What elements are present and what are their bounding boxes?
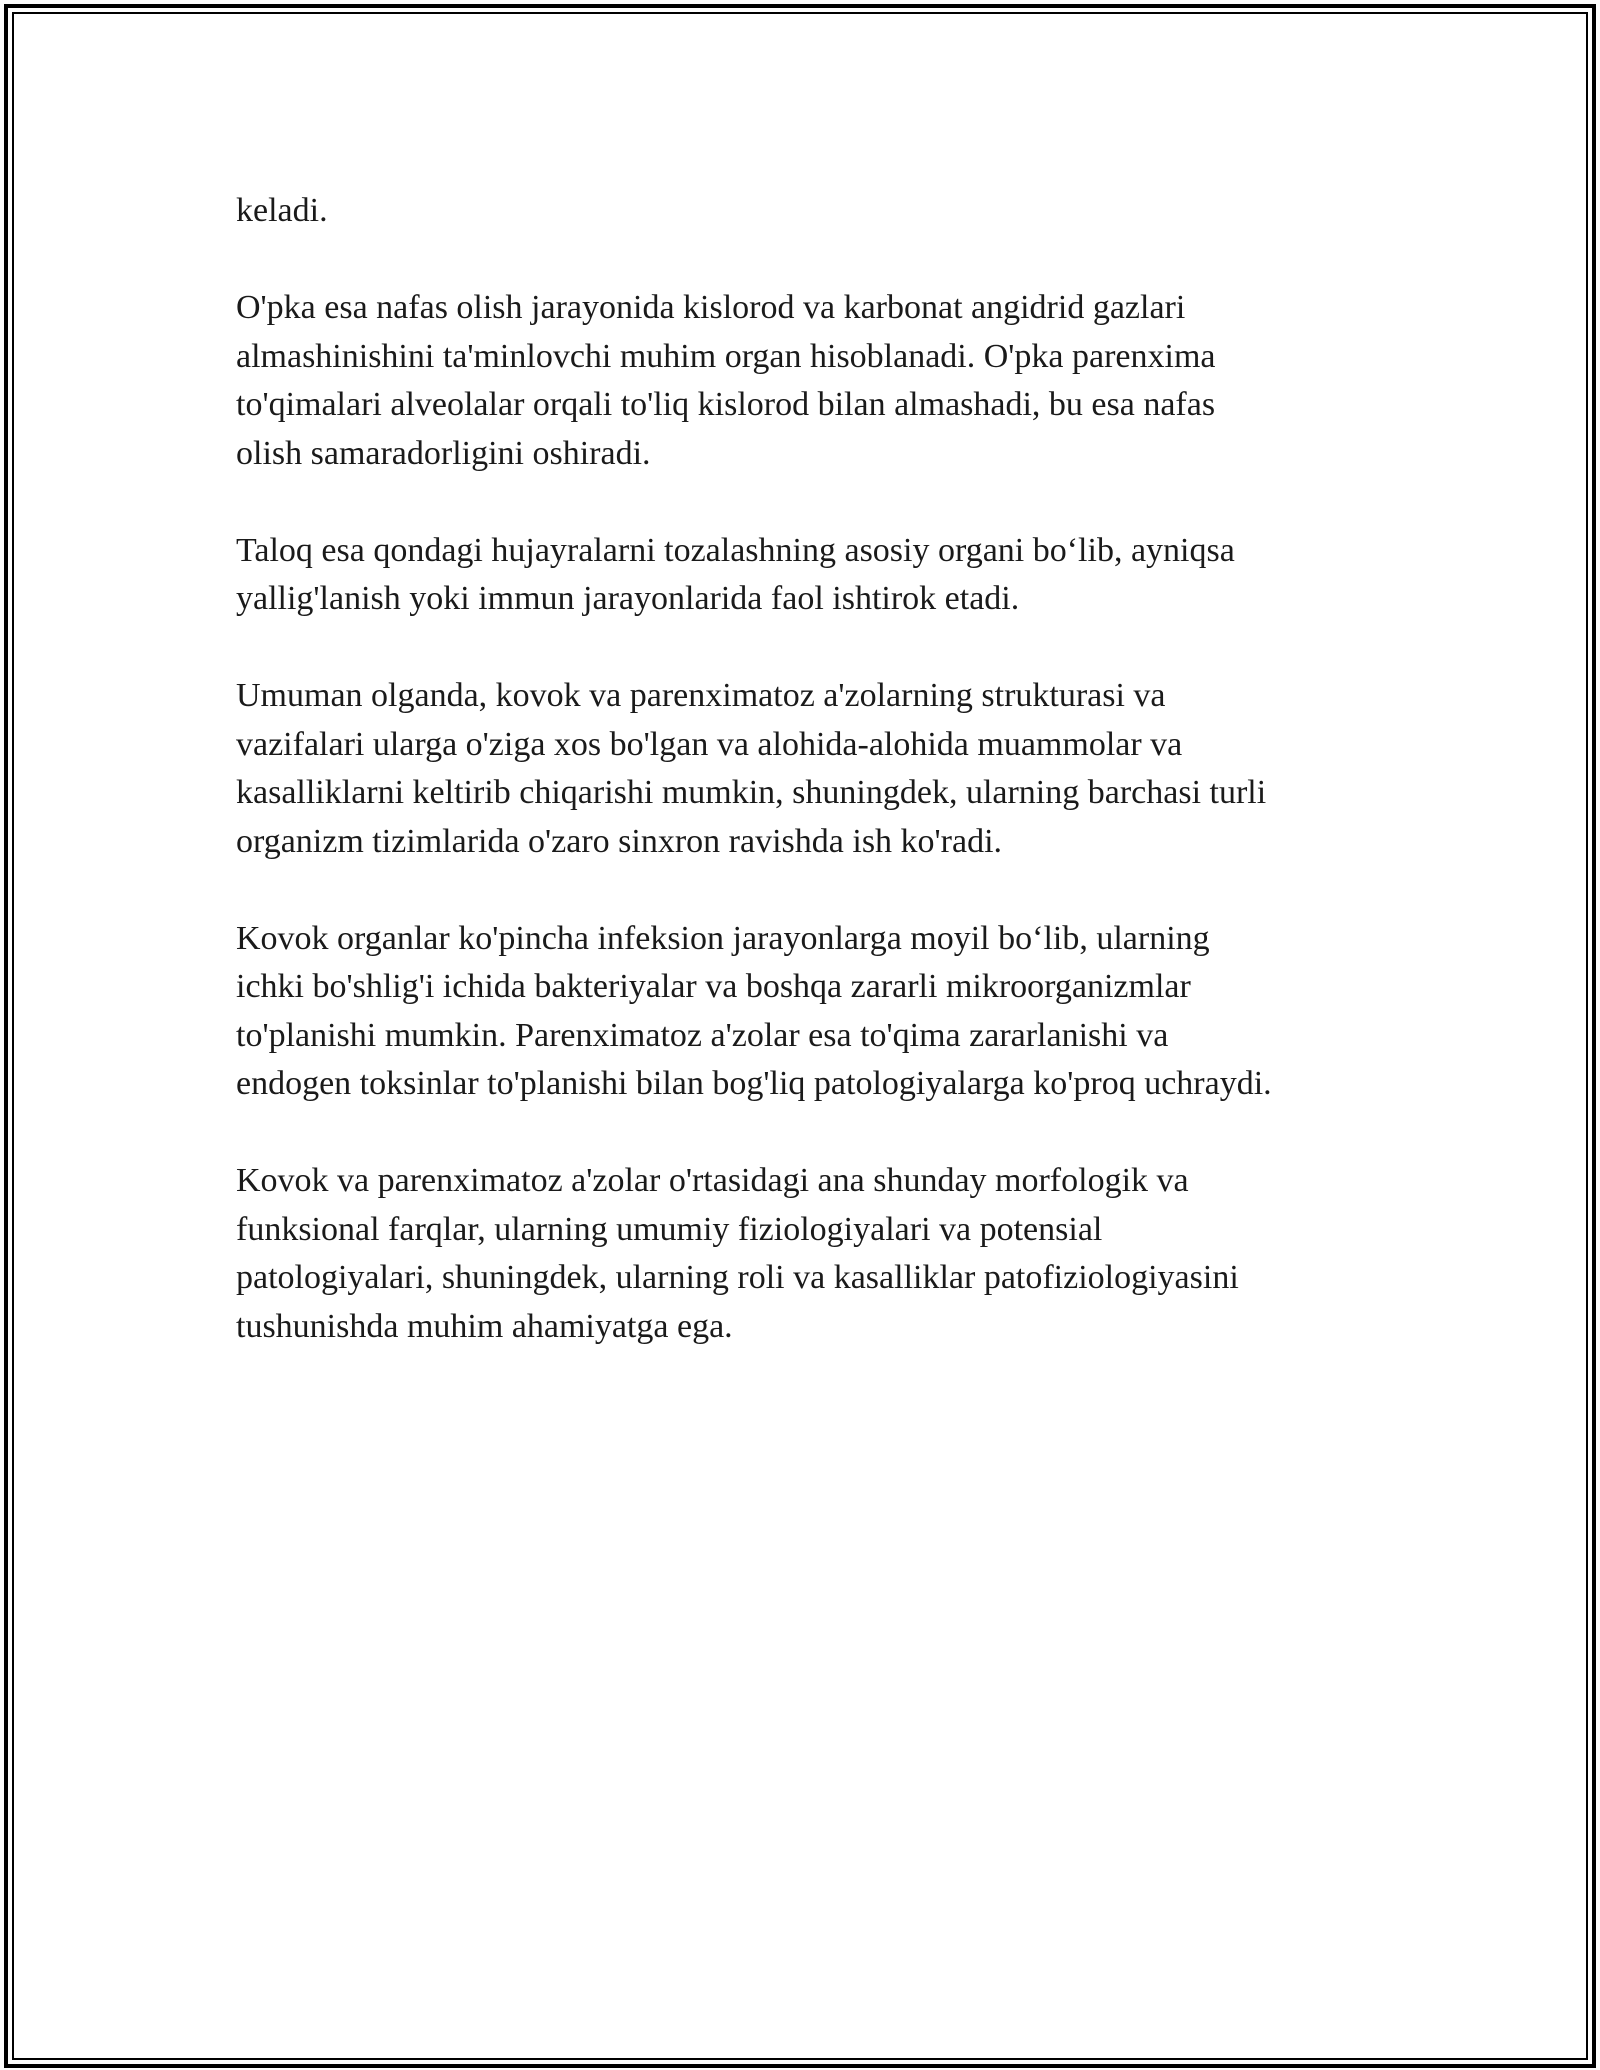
paragraph-continuation: keladi. [236,192,328,229]
paragraph-lungs: O'pka esa nafas olish jarayonida kislorod va karbonat angidrid gazlari almashinishini ta'minlovchi muhim organ hisoblanadi. O'pka parenxima to'qimalari alveolalar orqali to'liq kislorod bilan almashadi, bu esa nafas olish samaradorligini oshiradi. [236,289,1216,472]
paragraph-conclusion: Kovok va parenximatoz a'zolar o'rtasidagi ana shunday morfologik va funksional farqlar, ularning umumiy fiziologiyalari va potensial patologiyalari, shuningdek, ularning roli va kasalliklar patofiziologiyasini tushunishda muhim ahamiyatga ega. [236,1162,1239,1345]
paragraph-spleen: Taloq esa qondagi hujayralarni tozalashning asosiy organi bo‘lib, ayniqsa yallig'lanish yoki immun jarayonlarida faol ishtirok etadi. [236,531,1235,617]
paragraph-summary: Umuman olganda, kovok va parenximatoz a'zolarning strukturasi va vazifalari ularga o'ziga xos bo'lgan va alohida-alohida muammolar va kasalliklarni keltirib chiqarishi mumkin, shuningdek, ularning barchasi turli organizm tizimlarida o'zaro sinxron ravishda ish ko'radi. [236,677,1267,860]
paragraph-hollow-organs: Kovok organlar ko'pincha infeksion jarayonlarga moyil bo‘lib, ularning ichki bo'shlig'i ichida bakteriyalar va boshqa zararli mikroorganizmlar to'planishi mumkin. Parenximatoz a'zolar esa to'qima zararlanishi va endogen toksinlar to'planishi bilan bog'liq patologiyalarga ko'proq uchraydi. [236,919,1272,1102]
document-body [236,187,1366,1400]
